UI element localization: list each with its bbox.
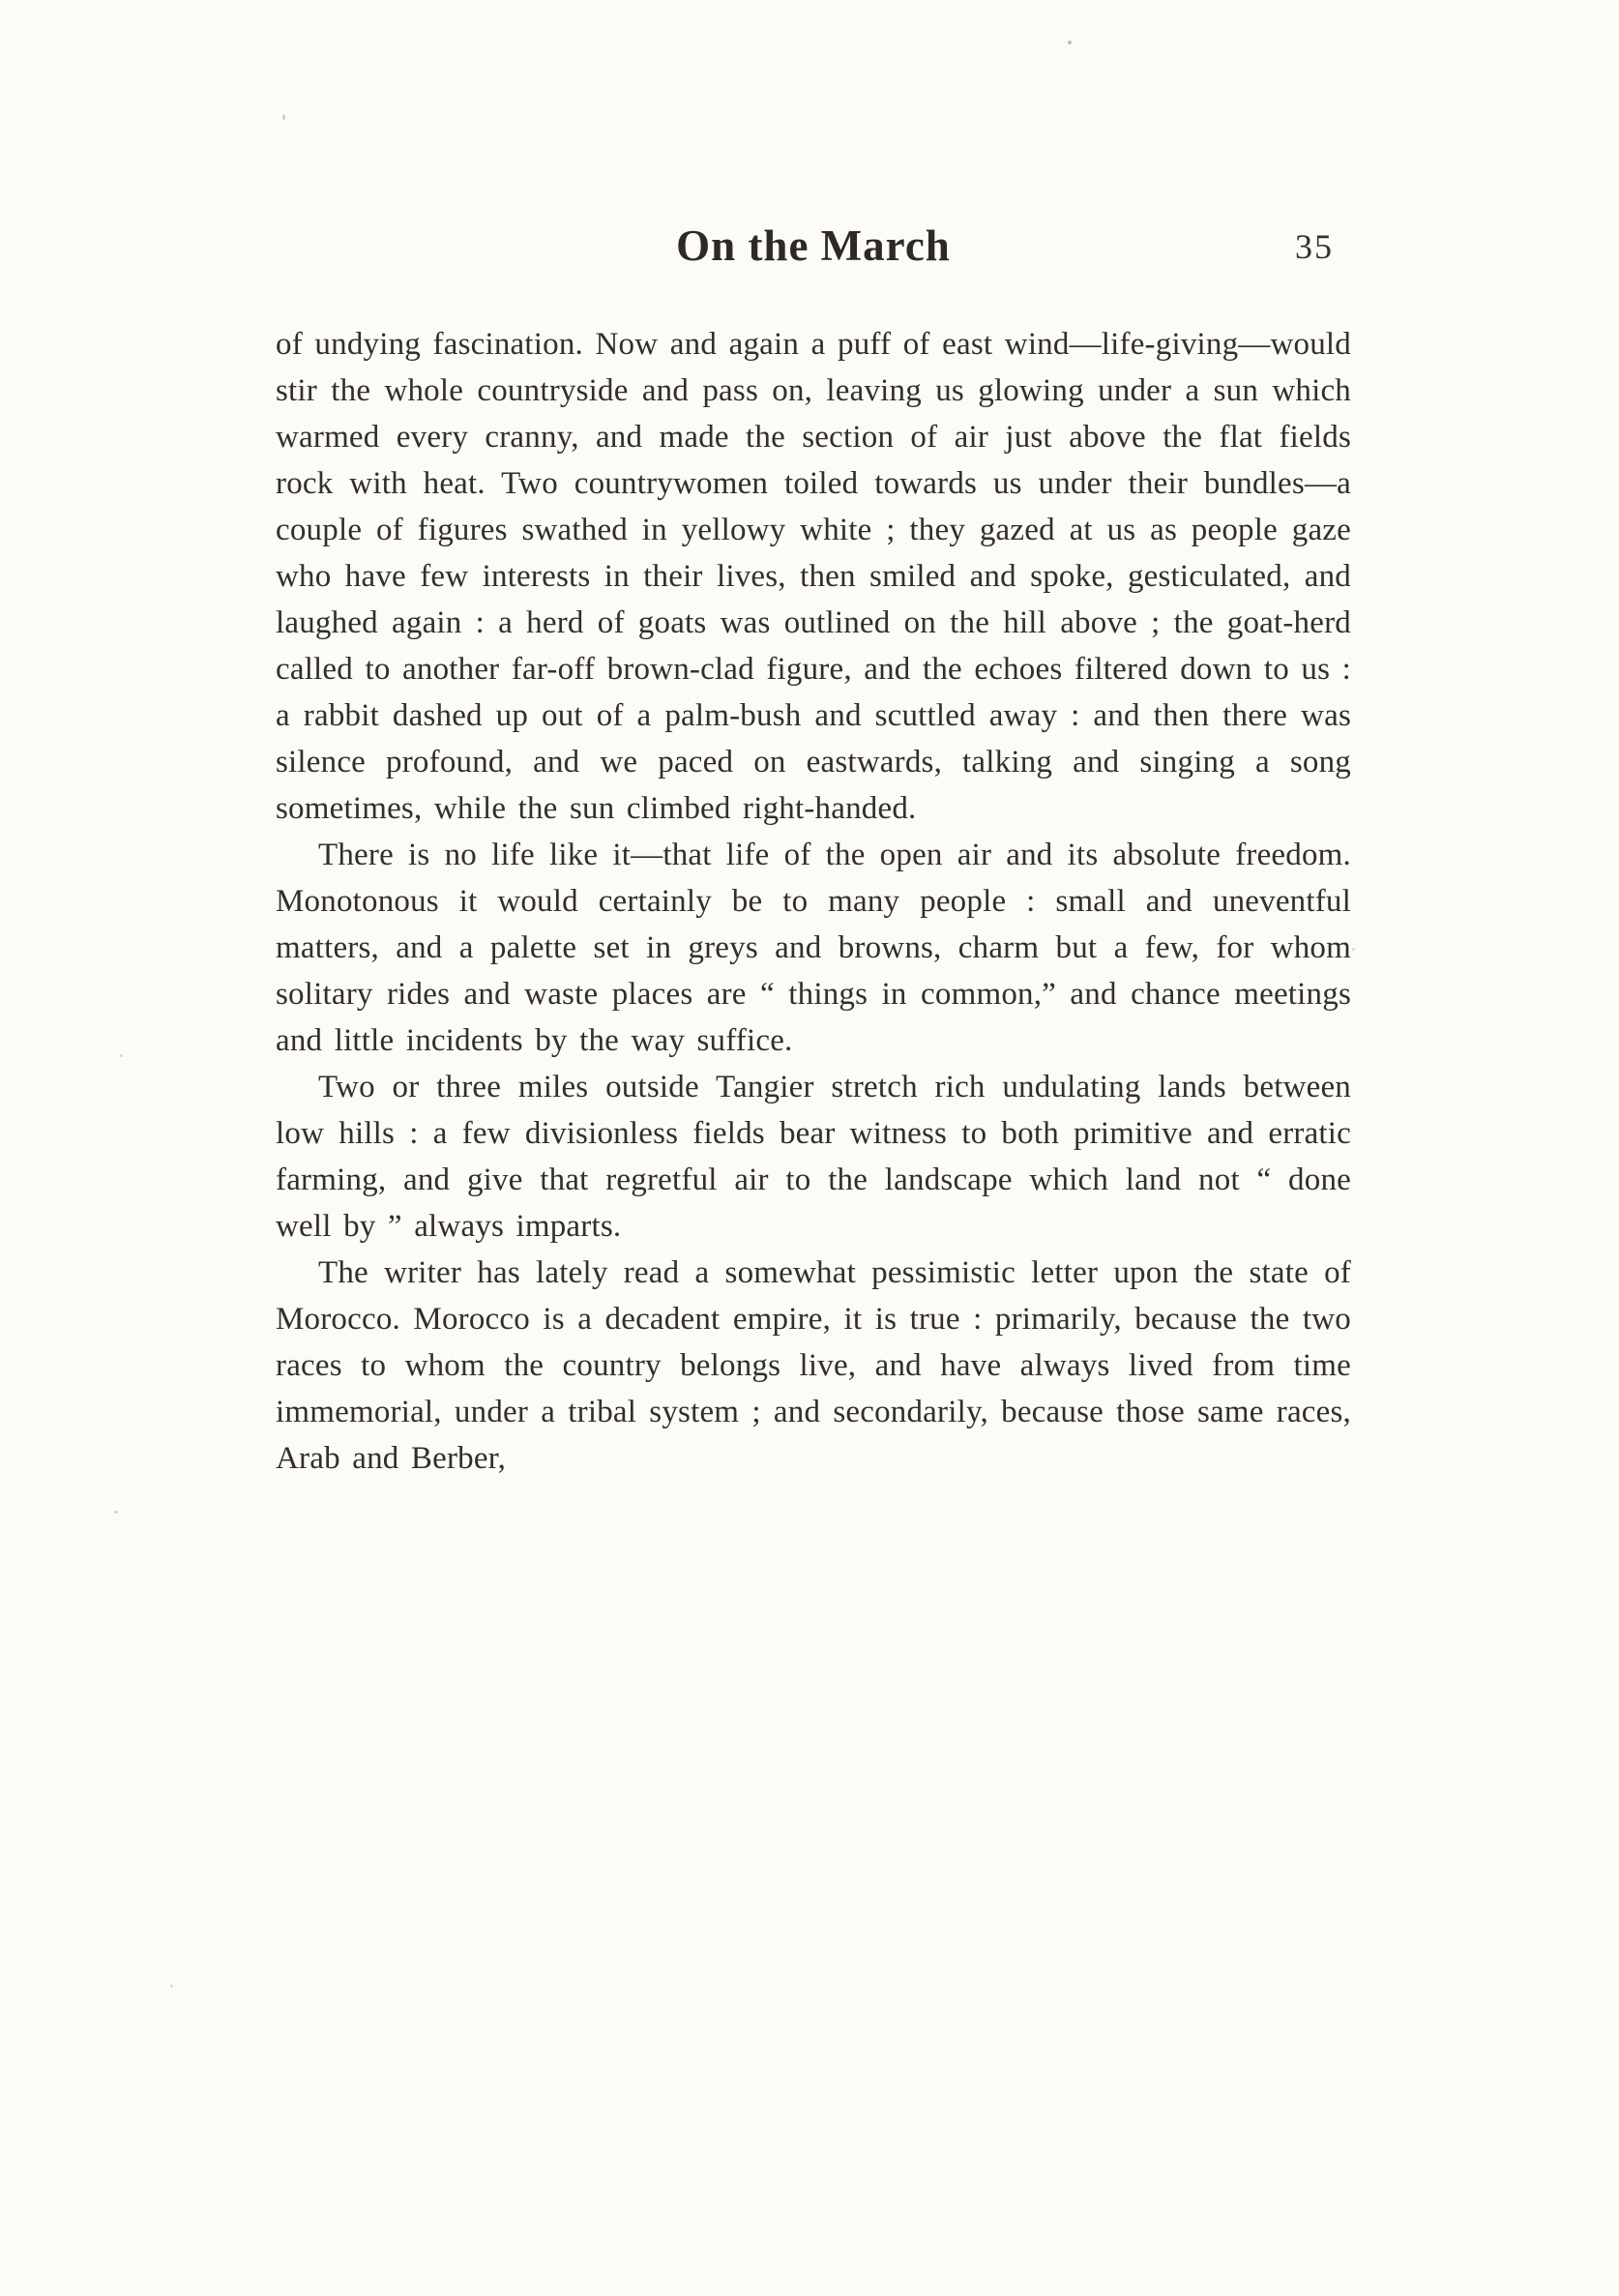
scan-speck [282,114,285,120]
scan-speck [1068,41,1072,44]
scan-speck [170,1985,173,1987]
paragraph: of undying fascination. Now and again a puff of east wind—life-giving—would stir the whole countryside and pass on, leaving us glowing under a sun which warmed every cranny, and made the section of air just above the flat fields rock with heat. Two countrywomen toiled towards us under their bundles—a couple of figures swathed in yellowy white ; they gazed at us as people gaze who have few interests in their lives, then smiled and spoke, gesticulated, and laughed again : a herd of goats was outlined on the hill above ; the goat-herd called to another far-off brown-clad figure, and the echoes filtered down to us : a rabbit dashed up out of a palm-bush and scuttled away : and then there was silence profound, and we paced on eastwards, talking and singing a song sometimes, while the sun climbed right-handed. [276,327,1351,826]
paragraph: The writer has lately read a somewhat pessimistic letter upon the state of Morocco. Morocco is a decadent empire, it is true : primarily, because the two races to whom the country belongs live, and have always lived from time immemorial, under a tribal system ; and secondarily, because those same races, Arab and Berber, [276,1255,1351,1476]
page-text [276,321,1351,1482]
scan-speck [120,1054,123,1057]
page-number: 35 [1295,227,1334,266]
scan-speck [114,1511,118,1514]
paragraph: There is no life like it—that life of the open air and its absolute freedom. Monotonous it would certainly be to many people : small and uneventful matters, and a palette set in greys and browns, charm but a few, for whom solitary rides and waste places are “ things in common,” and chance meetings and little incidents by the way suffice. [276,838,1351,1058]
page-title: On the March [676,221,951,270]
paragraph: Two or three miles outside Tangier stretch rich undulating lands between low hills : a few divisionless fields bear witness to both primitive and erratic farming, and give that regretful air to the landscape which land not “ done well by ” always imparts. [276,1070,1351,1244]
page-header [276,221,1351,290]
book-page [276,221,1351,1482]
scan-speck [1352,948,1355,951]
